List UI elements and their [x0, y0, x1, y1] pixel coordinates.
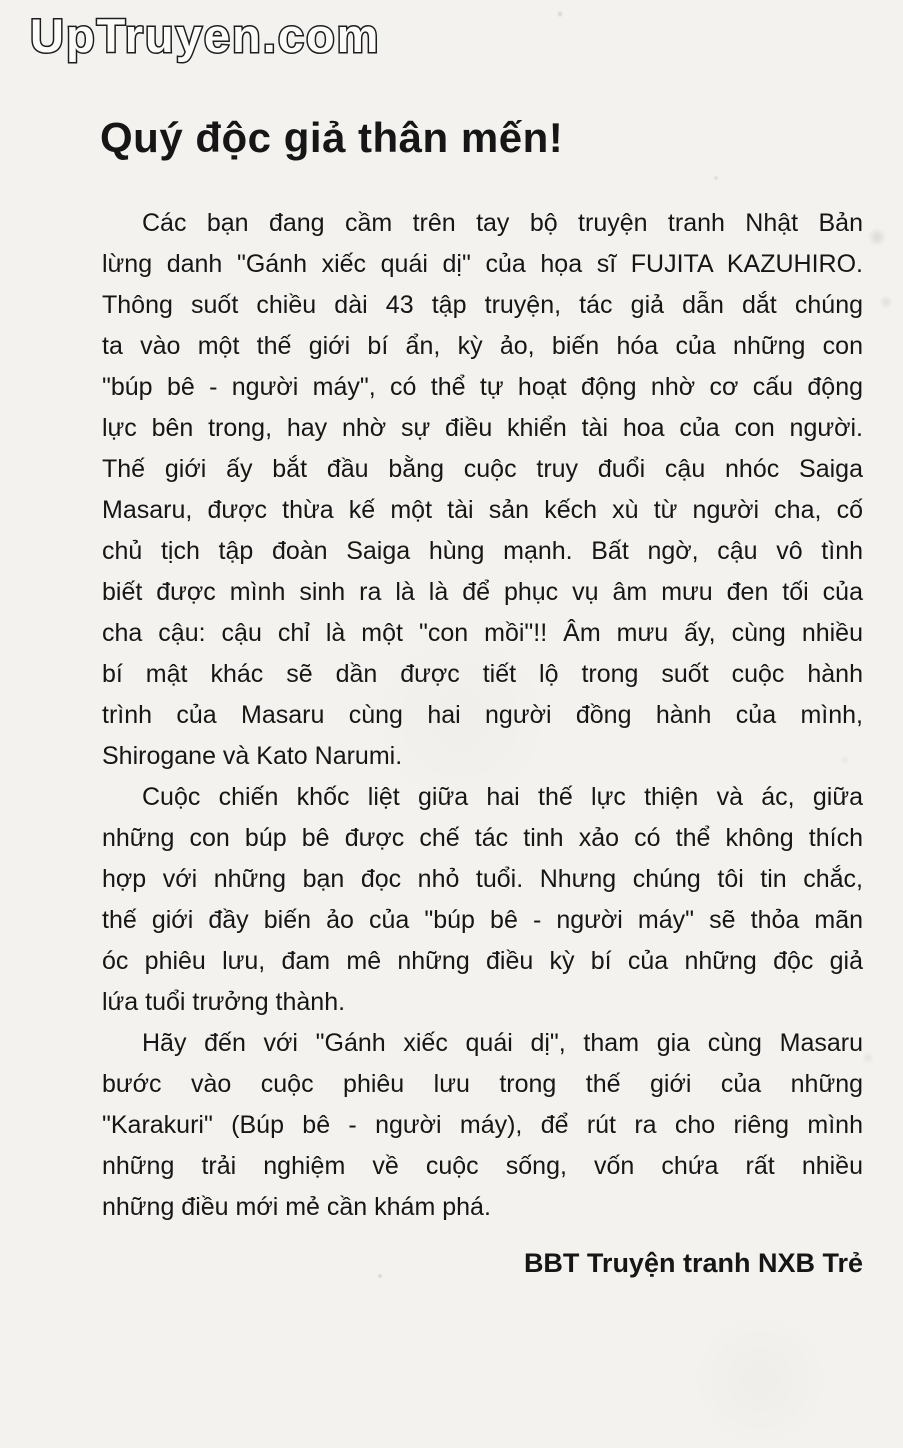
watermark-text: UpTruyen.com [30, 9, 381, 62]
body-text [102, 203, 863, 1228]
page-title: Quý độc giả thân mến! [100, 114, 564, 161]
text-line: lừng danh "Gánh xiếc quái dị" của họa sĩ FUJITA KAZUHIRO. [102, 250, 863, 278]
text-line: Masaru, được thừa kế một tài sản kếch xù từ người cha, cố [102, 496, 863, 524]
text-line: "Karakuri" (Búp bê - người máy), để rút ra cho riêng mình [102, 1111, 863, 1139]
text-line: thế giới đầy biến ảo của "búp bê - người máy" sẽ thỏa mãn [102, 906, 863, 934]
text-line: biết được mình sinh ra là là để phục vụ âm mưu đen tối của [102, 578, 863, 606]
text-line: lứa tuổi trưởng thành. [102, 988, 346, 1016]
text-line: những điều mới mẻ cần khám phá. [102, 1193, 491, 1221]
signature: BBT Truyện tranh NXB Trẻ [523, 1248, 863, 1278]
text-line: chủ tịch tập đoàn Saiga hùng mạnh. Bất ngờ, cậu vô tình [102, 537, 863, 565]
text-line: "búp bê - người máy", có thể tự hoạt động nhờ cơ cấu động [102, 373, 863, 401]
paragraph-1 [102, 203, 863, 777]
text-line: Hãy đến với "Gánh xiếc quái dị", tham gia cùng Masaru [142, 1029, 863, 1057]
text-line: lực bên trong, hay nhờ sự điều khiển tài hoa của con người. [102, 414, 863, 442]
text-line: bước vào cuộc phiêu lưu trong thế giới của những [102, 1070, 863, 1098]
paragraph-3 [102, 1023, 863, 1228]
text-line: Cuộc chiến khốc liệt giữa hai thế lực thiện và ác, giữa [142, 783, 863, 811]
text-line: ta vào một thế giới bí ẩn, kỳ ảo, biến hóa của những con [102, 332, 863, 360]
text-line: Shirogane và Kato Narumi. [102, 742, 403, 770]
watermark [24, 0, 444, 76]
text-line: Thế giới ấy bắt đầu bằng cuộc truy đuổi cậu nhóc Saiga [102, 455, 863, 483]
text-line: trình của Masaru cùng hai người đồng hành của mình, [102, 701, 863, 729]
text-line: óc phiêu lưu, đam mê những điều kỳ bí của những độc giả [102, 947, 863, 975]
text-line: Thông suốt chiều dài 43 tập truyện, tác giả dẫn dắt chúng [102, 291, 863, 319]
text-line: cha cậu: cậu chỉ là một "con mồi"!! Âm mưu ấy, cùng nhiều [102, 619, 863, 647]
paragraph-2 [102, 777, 863, 1023]
text-line: Các bạn đang cầm trên tay bộ truyện tranh Nhật Bản [142, 209, 863, 237]
text-line: hợp với những bạn đọc nhỏ tuổi. Nhưng chúng tôi tin chắc, [102, 865, 863, 893]
text-line: bí mật khác sẽ dần được tiết lộ trong suốt cuộc hành [102, 660, 863, 688]
text-line: những trải nghiệm về cuộc sống, vốn chứa rất nhiều [102, 1152, 863, 1180]
text-line: những con búp bê được chế tác tinh xảo có thể không thích [102, 824, 863, 852]
